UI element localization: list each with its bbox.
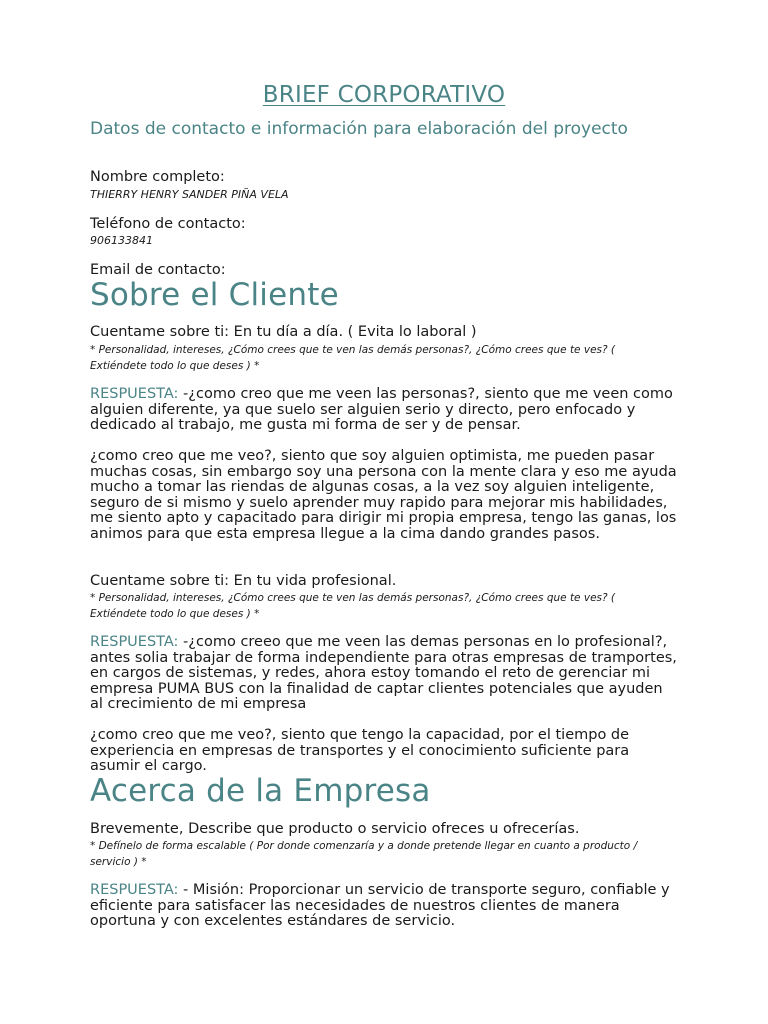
document-title: BRIEF CORPORATIVO (262, 82, 506, 108)
answer-tag: RESPUESTA: (90, 882, 179, 898)
client-question-2: Cuentame sobre ti: En tu vida profesional. (90, 573, 397, 589)
client-answer-2 (90, 635, 680, 713)
name-value: THIERRY HENRY SANDER PIÑA VELA (90, 188, 289, 201)
company-section-heading: Acerca de la Empresa (90, 773, 431, 809)
client-answer-1-paragraph-2: ¿como creo que me veo?, siento que soy alguien optimista, me pueden pasar muchas cosas, sin embargo soy una persona con la mente clara y eso me ayuda mucho a tomar las riendas de algunas cosas, a la vez soy alguien inteligente, seguro de si mismo y suelo aprender muy rapido para mejorar mis habilidades, me siento apto y capacitado para dirigir mi propia empresa, tengo las ganas, los animos para que esta empresa llegue a la cima dando grandes pasos. (90, 448, 677, 542)
answer-tag: RESPUESTA: (90, 386, 179, 402)
phone-value: 906133841 (90, 234, 153, 247)
company-question-1-note: * Defínelo de forma escalable ( Por donde comenzaría y a donde pretende llegar en cuanto a producto / servicio ) * (90, 840, 638, 868)
company-answer-1 (90, 883, 680, 930)
client-answer-1 (90, 387, 680, 434)
client-question-2-note: * Personalidad, intereses, ¿Cómo crees que te ven las demás personas?, ¿Cómo crees que te ves? ( Extiéndete todo lo que deses ) * (90, 592, 616, 620)
answer-tag: RESPUESTA: (90, 634, 179, 650)
client-question-1: Cuentame sobre ti: En tu día a día. ( Evita lo laboral ) (90, 324, 477, 340)
client-answer-1-text: -¿como creo que me veen las personas?, siento que me veen como alguien diferente, ya que suelo ser alguien serio y directo, pero enfocado y dedicado al trabajo, me gusta mi forma de ser y de pensar. (90, 386, 673, 434)
email-label: Email de contacto: (90, 262, 226, 278)
company-answer-1-text: - Misión: Proporcionar un servicio de transporte seguro, confiable y eficiente para satisfacer las necesidades de nuestros clientes de manera oportuna y con excelentes estándares de servicio. (90, 882, 670, 930)
company-question-1: Brevemente, Describe que producto o servicio ofreces u ofrecerías. (90, 821, 580, 837)
client-question-1-note: * Personalidad, intereses, ¿Cómo crees que te ven las demás personas?, ¿Cómo crees que te ves? ( Extiéndete todo lo que deses ) * (90, 344, 616, 372)
client-section-heading: Sobre el Cliente (90, 277, 339, 313)
name-label: Nombre completo: (90, 169, 225, 185)
document-subtitle: Datos de contacto e información para elaboración del proyecto (90, 119, 628, 139)
phone-label: Teléfono de contacto: (90, 216, 246, 232)
client-answer-2-paragraph-2: ¿como creo que me veo?, siento que tengo la capacidad, por el tiempo de experiencia en empresas de transportes y el conocimiento suficiente para asumir el cargo. (90, 728, 630, 773)
client-answer-2-text: -¿como creeo que me veen las demas personas en lo profesional?, antes solia trabajar de forma independiente para otras empresas de tramportes, en cargos de sistemas, y redes, ahora estoy tomando el reto de gerenciar mi empresa PUMA BUS con la finalidad de captar clientes potenciales que ayuden al crecimiento de mi empresa (90, 634, 677, 713)
